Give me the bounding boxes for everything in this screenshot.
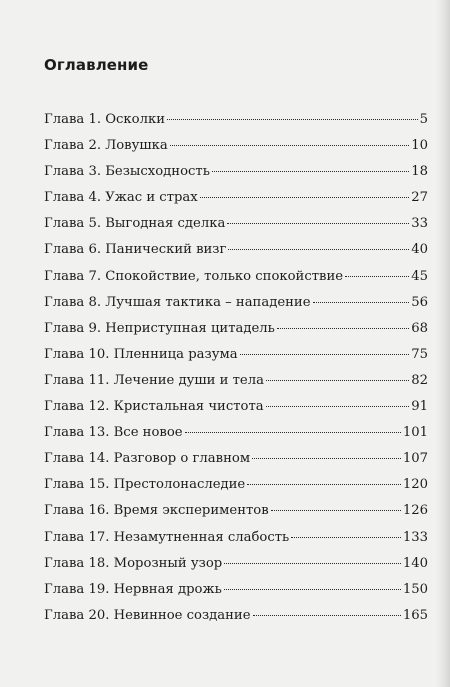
toc-entry-label: Глава 16. Время экспериментов (44, 503, 269, 519)
toc-entry-page-number: 45 (411, 268, 428, 284)
toc-entry-label: Глава 15. Престолонаследие (44, 477, 246, 493)
toc-entry-label: Глава 12. Кристальная чистота (44, 399, 264, 415)
toc-list (44, 112, 428, 634)
toc-entry-page-number: 18 (411, 164, 428, 180)
toc-entry (44, 190, 428, 216)
toc-entry-label: Глава 19. Нервная дрожь (44, 581, 222, 597)
toc-entry-label: Глава 4. Ужас и страх (44, 190, 198, 206)
toc-entry (44, 530, 428, 556)
toc-entry-label: Глава 8. Лучшая тактика – нападение (44, 294, 311, 310)
toc-entry-label: Глава 6. Панический визг (44, 242, 227, 258)
toc-entry (44, 373, 428, 399)
dot-leader (291, 537, 401, 538)
toc-entry (44, 347, 428, 373)
dot-leader (212, 171, 409, 172)
dot-leader (170, 145, 410, 146)
toc-entry-page-number: 10 (411, 138, 428, 154)
toc-entry-label: Глава 10. Пленница разума (44, 346, 238, 362)
toc-entry-page-number: 82 (411, 372, 428, 388)
dot-leader (228, 249, 409, 250)
dot-leader (345, 276, 409, 277)
toc-entry-label: Глава 3. Безысходность (44, 164, 210, 180)
toc-title: Оглавление (44, 56, 149, 74)
toc-entry-page-number: 133 (402, 529, 428, 545)
dot-leader (277, 328, 409, 329)
toc-entry-page-number: 40 (411, 242, 428, 258)
dot-leader (313, 302, 410, 303)
toc-entry-page-number: 5 (419, 112, 428, 127)
dot-leader (240, 354, 410, 355)
toc-entry-page-number: 126 (402, 503, 428, 519)
dot-leader (266, 406, 410, 407)
toc-entry-page-number: 107 (402, 451, 428, 467)
toc-entry-label: Глава 14. Разговор о главном (44, 451, 251, 467)
toc-entry (44, 112, 428, 138)
toc-entry-page-number: 101 (402, 425, 428, 441)
dot-leader (252, 458, 401, 459)
toc-entry-label: Глава 2. Ловушка (44, 138, 168, 154)
dot-leader (167, 119, 418, 120)
toc-entry (44, 164, 428, 190)
toc-entry-label: Глава 13. Все новое (44, 425, 183, 441)
dot-leader (253, 615, 401, 616)
toc-entry-page-number: 75 (411, 346, 428, 362)
dot-leader (266, 380, 409, 381)
page-edge-shadow (436, 0, 450, 687)
toc-entry-label: Глава 11. Лечение души и тела (44, 372, 264, 388)
toc-entry-label: Глава 9. Неприступная цитадель (44, 320, 275, 336)
toc-entry (44, 399, 428, 425)
toc-entry-page-number: 150 (402, 581, 428, 597)
toc-entry (44, 451, 428, 477)
toc-entry-label: Глава 5. Выгодная сделка (44, 216, 226, 232)
toc-entry (44, 216, 428, 242)
toc-entry-page-number: 56 (411, 294, 428, 310)
toc-entry-page-number: 91 (411, 399, 428, 415)
toc-entry (44, 556, 428, 582)
toc-entry (44, 608, 428, 634)
toc-entry (44, 582, 428, 608)
dot-leader (247, 484, 401, 485)
toc-entry-page-number: 68 (411, 320, 428, 336)
dot-leader (185, 432, 401, 433)
toc-entry (44, 321, 428, 347)
toc-entry-page-number: 27 (411, 190, 428, 206)
toc-entry (44, 295, 428, 321)
toc-entry-label: Глава 18. Морозный узор (44, 555, 223, 571)
dot-leader (200, 197, 409, 198)
toc-entry (44, 269, 428, 295)
toc-entry (44, 138, 428, 164)
toc-entry-page-number: 33 (411, 216, 428, 232)
toc-entry-page-number: 140 (402, 555, 428, 571)
toc-entry (44, 242, 428, 268)
dot-leader (224, 563, 401, 564)
dot-leader (224, 589, 401, 590)
toc-entry (44, 477, 428, 503)
toc-entry (44, 503, 428, 529)
toc-entry-label: Глава 7. Спокойствие, только спокойствие (44, 268, 344, 284)
table-of-contents (44, 56, 428, 634)
toc-entry-label: Глава 20. Невинное создание (44, 607, 251, 623)
toc-entry-label: Глава 1. Осколки (44, 112, 166, 127)
toc-entry-label: Глава 17. Незамутненная слабость (44, 529, 290, 545)
toc-entry-page-number: 165 (402, 607, 428, 623)
toc-entry (44, 425, 428, 451)
dot-leader (271, 510, 401, 511)
toc-entry-page-number: 120 (402, 477, 428, 493)
dot-leader (227, 223, 409, 224)
